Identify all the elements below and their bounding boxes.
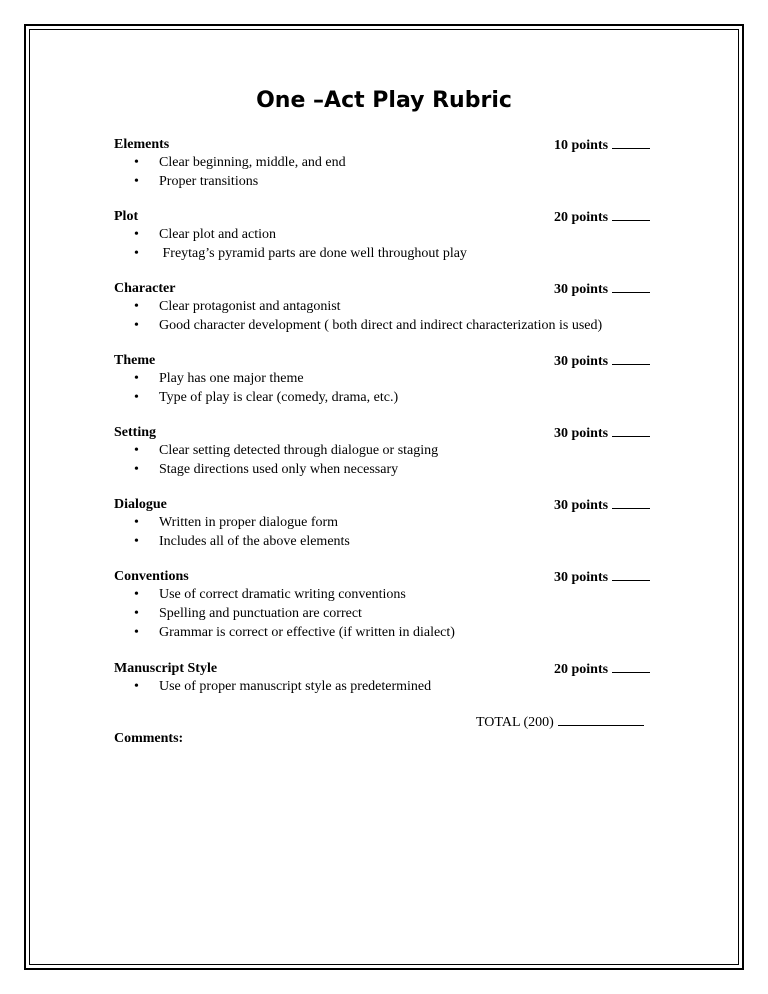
points-label — [554, 567, 650, 587]
total-row — [476, 712, 644, 732]
points-value: 30 points — [554, 426, 609, 441]
bullet-icon: • — [134, 606, 139, 621]
points-value: 30 points — [554, 282, 609, 297]
bullet-icon: • — [134, 174, 139, 189]
page-title: One –Act Play Rubric — [256, 88, 512, 113]
item-text: Good character development ( both direct and indirect characterization is used) — [159, 318, 603, 333]
list-item — [114, 441, 659, 460]
bullet-icon: • — [134, 318, 139, 333]
item-text: Includes all of the above elements — [159, 534, 350, 549]
section-heading: Character — [114, 281, 176, 296]
list-item — [114, 225, 659, 244]
item-text: Clear plot and action — [159, 227, 277, 242]
bullet-icon: • — [134, 625, 139, 640]
score-blank[interactable] — [612, 351, 650, 365]
score-blank[interactable] — [612, 659, 650, 673]
section-plot — [114, 207, 659, 263]
item-text: Play has one major theme — [159, 371, 304, 386]
list-item — [114, 677, 659, 696]
total-label: TOTAL (200) — [476, 715, 554, 730]
points-label — [554, 207, 650, 227]
points-label — [554, 659, 650, 679]
score-blank[interactable] — [612, 135, 650, 149]
section-heading: Elements — [114, 137, 170, 152]
section-manuscript-style — [114, 659, 659, 696]
section-heading: Manuscript Style — [114, 661, 218, 676]
list-item — [114, 585, 659, 604]
bullet-icon: • — [134, 679, 139, 694]
item-text: Grammar is correct or effective (if written in dialect) — [159, 625, 455, 640]
bullet-icon: • — [134, 155, 139, 170]
item-text: Use of proper manuscript style as predetermined — [159, 679, 432, 694]
points-value: 20 points — [554, 210, 609, 225]
points-value: 30 points — [554, 498, 609, 513]
score-blank[interactable] — [612, 423, 650, 437]
list-item — [114, 172, 659, 191]
total-blank[interactable] — [558, 712, 644, 726]
bullet-icon: • — [134, 390, 139, 405]
list-item — [114, 513, 659, 532]
list-item — [114, 623, 659, 642]
item-text: Freytag’s pyramid parts are done well throughout play — [159, 246, 467, 261]
bullet-icon: • — [134, 299, 139, 314]
bullet-icon: • — [134, 462, 139, 477]
score-blank[interactable] — [612, 279, 650, 293]
item-text: Clear beginning, middle, and end — [159, 155, 346, 170]
item-text: Stage directions used only when necessary — [159, 462, 399, 477]
bullet-icon: • — [134, 587, 139, 602]
item-text: Use of correct dramatic writing conventions — [159, 587, 406, 602]
points-label — [554, 423, 650, 443]
section-heading: Theme — [114, 353, 156, 368]
bullet-icon: • — [134, 443, 139, 458]
list-item — [114, 460, 659, 479]
points-label — [554, 495, 650, 515]
bullet-icon: • — [134, 246, 139, 261]
bullet-icon: • — [134, 534, 139, 549]
list-item — [114, 297, 659, 316]
comments-label: Comments: — [114, 731, 184, 746]
item-text: Clear protagonist and antagonist — [159, 299, 341, 314]
points-value: 30 points — [554, 570, 609, 585]
item-text: Spelling and punctuation are correct — [159, 606, 362, 621]
item-text: Clear setting detected through dialogue or staging — [159, 443, 439, 458]
section-heading: Dialogue — [114, 497, 167, 512]
list-item — [114, 388, 659, 407]
section-dialogue — [114, 495, 659, 551]
section-elements — [114, 135, 659, 191]
bullet-icon: • — [134, 227, 139, 242]
section-character — [114, 279, 659, 335]
section-conventions — [114, 567, 659, 642]
section-heading: Plot — [114, 209, 139, 224]
bullet-icon: • — [134, 515, 139, 530]
list-item — [114, 244, 659, 263]
bullet-icon: • — [134, 371, 139, 386]
section-setting — [114, 423, 659, 479]
score-blank[interactable] — [612, 495, 650, 509]
points-value: 30 points — [554, 354, 609, 369]
points-label — [554, 135, 650, 155]
list-item — [114, 604, 659, 623]
score-blank[interactable] — [612, 207, 650, 221]
points-label — [554, 279, 650, 299]
item-text: Proper transitions — [159, 174, 259, 189]
list-item — [114, 369, 659, 388]
section-heading: Setting — [114, 425, 156, 440]
points-value: 20 points — [554, 662, 609, 677]
section-theme — [114, 351, 659, 407]
item-text: Written in proper dialogue form — [159, 515, 339, 530]
section-heading: Conventions — [114, 569, 189, 584]
points-value: 10 points — [554, 138, 609, 153]
score-blank[interactable] — [612, 567, 650, 581]
list-item — [114, 532, 659, 551]
list-item — [114, 153, 659, 172]
list-item — [114, 316, 659, 335]
points-label — [554, 351, 650, 371]
item-text: Type of play is clear (comedy, drama, etc.) — [159, 390, 399, 405]
